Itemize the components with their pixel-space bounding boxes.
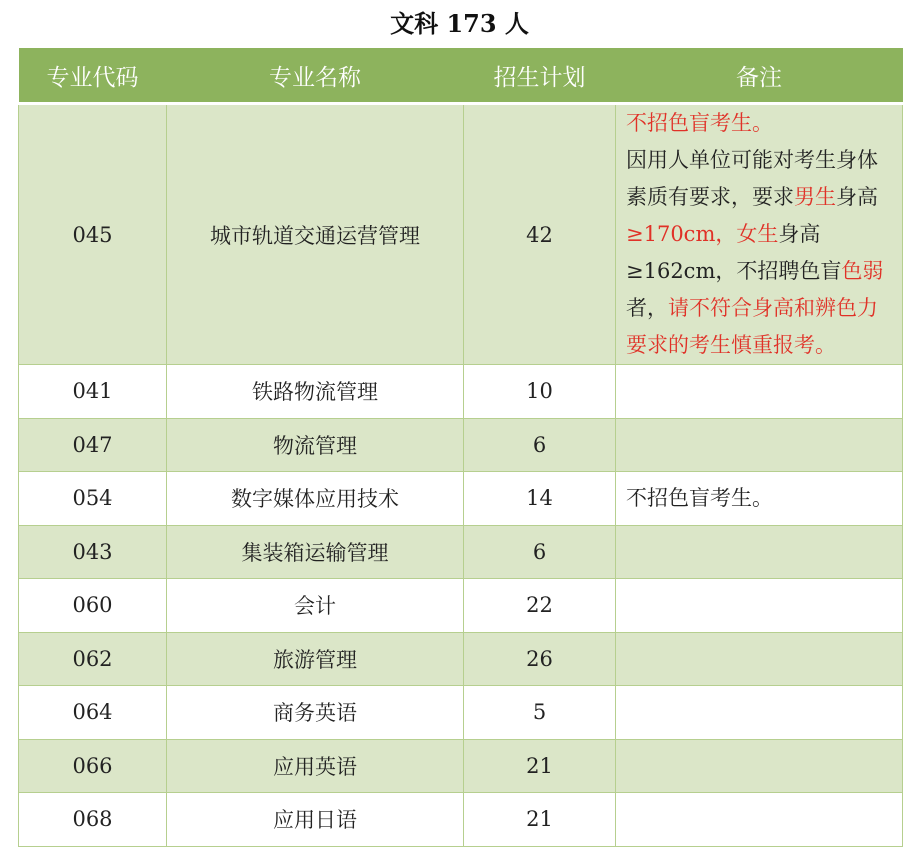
remark: [616, 686, 903, 740]
major-name: 数字媒体应用技术: [167, 472, 464, 526]
major-name: 铁路物流管理: [167, 365, 464, 419]
remark: [616, 632, 903, 686]
table-row: [19, 632, 903, 686]
remark: 不招色盲考生。: [616, 472, 903, 526]
enrollment-plan: 26: [464, 632, 616, 686]
major-code: 054: [19, 472, 167, 526]
major-code: 064: [19, 686, 167, 740]
remark: [616, 739, 903, 793]
remark: [616, 525, 903, 579]
major-name: 物流管理: [167, 418, 464, 472]
remark-text: 身高: [836, 185, 878, 209]
major-name: 集装箱运输管理: [167, 525, 464, 579]
enrollment-plan: 42: [464, 104, 616, 365]
major-code: 066: [19, 739, 167, 793]
major-name: 城市轨道交通运营管理: [167, 104, 464, 365]
table-row: [19, 793, 903, 847]
enrollment-plan: 21: [464, 739, 616, 793]
remark-highlight-male: 男生: [794, 185, 836, 209]
remark: [616, 579, 903, 633]
table-row: [19, 418, 903, 472]
header-note: 备注: [616, 48, 903, 104]
remark-no-colorblind: 不招色盲考生。: [626, 111, 773, 135]
enrollment-table: [18, 48, 903, 847]
enrollment-plan: 21: [464, 793, 616, 847]
remark-warning: 请不符合身高和辨色力要求的考生慎重报考。: [626, 296, 878, 357]
major-code: 068: [19, 793, 167, 847]
remark: [616, 418, 903, 472]
enrollment-plan: 6: [464, 418, 616, 472]
major-code: 045: [19, 104, 167, 365]
major-code: 060: [19, 579, 167, 633]
remark-text: 身高≥162cm，不招聘色盲: [626, 222, 842, 283]
major-name: 旅游管理: [167, 632, 464, 686]
remark-text: 因用人单位可能对考生身体素质有要求，要求: [626, 148, 878, 209]
major-name: 商务英语: [167, 686, 464, 740]
header-name: 专业名称: [167, 48, 464, 104]
major-name: 应用英语: [167, 739, 464, 793]
enrollment-plan: 10: [464, 365, 616, 419]
enrollment-plan: 14: [464, 472, 616, 526]
table-row: [19, 686, 903, 740]
enrollment-plan: 6: [464, 525, 616, 579]
table-row: [19, 525, 903, 579]
header-plan: 招生计划: [464, 48, 616, 104]
enrollment-plan: 5: [464, 686, 616, 740]
header-code: 专业代码: [19, 48, 167, 104]
remark: [616, 793, 903, 847]
major-name: 应用日语: [167, 793, 464, 847]
remark: [616, 365, 903, 419]
major-code: 047: [19, 418, 167, 472]
enrollment-plan: 22: [464, 579, 616, 633]
page-title: 文科 173 人: [390, 9, 529, 38]
table-row: [19, 579, 903, 633]
major-code: 043: [19, 525, 167, 579]
table-header-row: [19, 48, 903, 104]
remark-text: 者，: [626, 296, 668, 320]
remark-highlight-height: ≥170cm，女生: [626, 222, 779, 246]
table-row: [19, 104, 903, 365]
major-name: 会计: [167, 579, 464, 633]
table-row: [19, 365, 903, 419]
remark: [616, 104, 903, 365]
remark-highlight-weak: 色弱: [841, 259, 884, 283]
table-row: [19, 739, 903, 793]
major-code: 041: [19, 365, 167, 419]
major-code: 062: [19, 632, 167, 686]
table-row: [19, 472, 903, 526]
